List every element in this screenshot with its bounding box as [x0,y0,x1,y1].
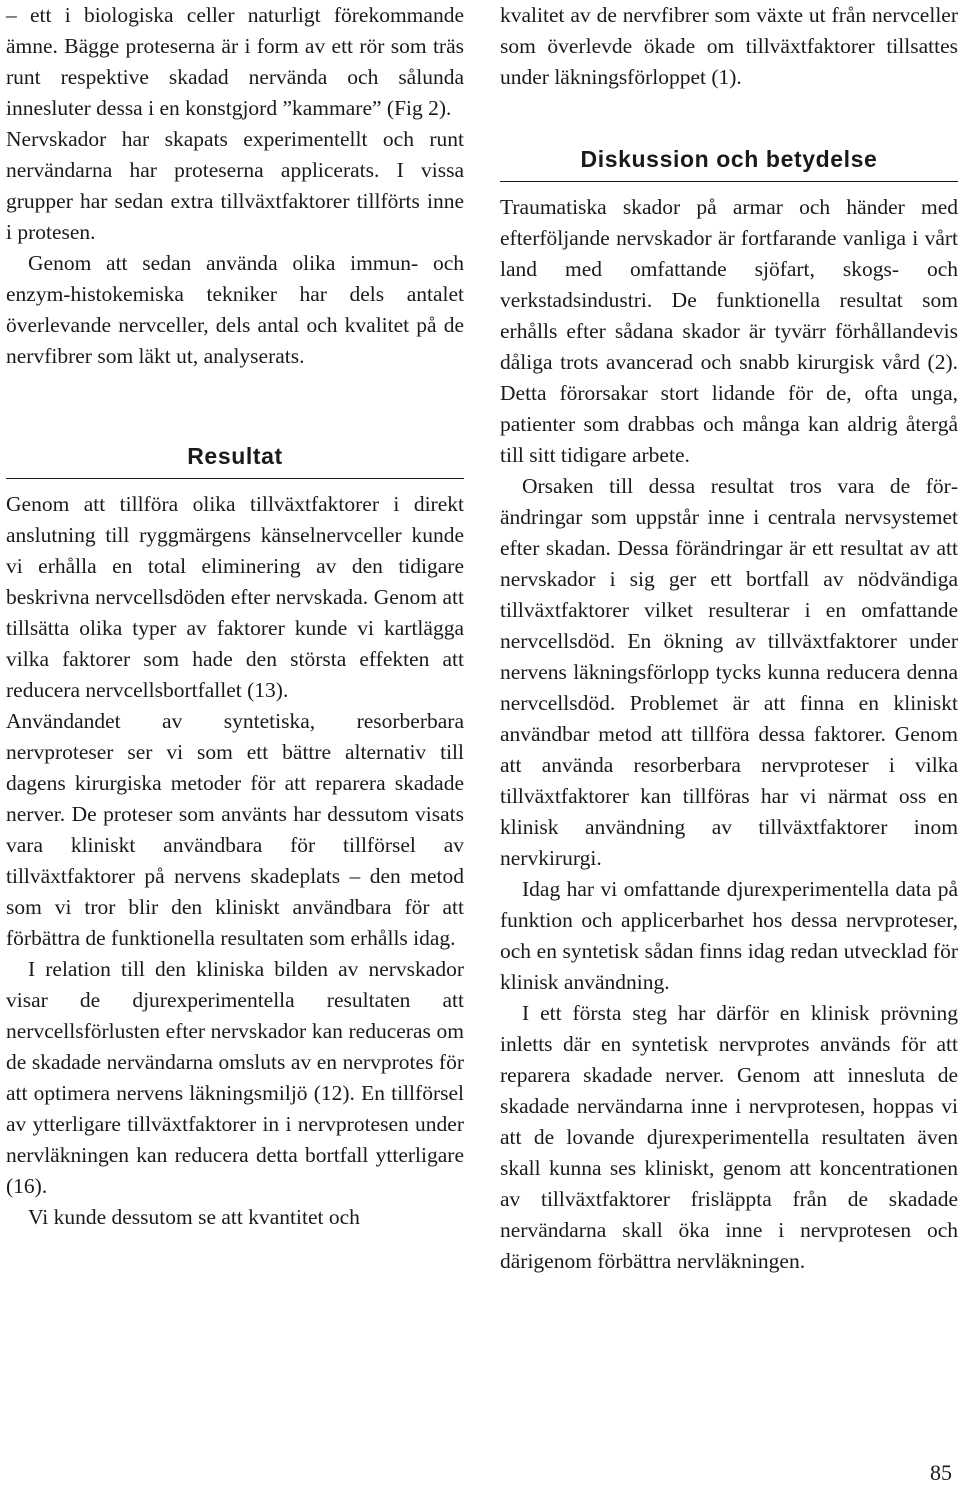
intro-list-text: ett i biologiska celler naturligt förekommande ämne. Bägge proteserna är i form av ett rör som träs runt respektive skadad nervända och sålunda innesluter dessa i en konstgjord ”kammare” (Fig 2). [6,3,464,120]
discussion-heading: Diskussion och betydelse [500,145,958,182]
left-column [6,0,464,1233]
results-paragraph-4: Vi kunde dessutom se att kvantitet och [28,1205,360,1229]
results-paragraph-4-continued: kvalitet av de nervfibrer som växte ut från nervceller som överlevde ökade om tillväxtfaktorer tillsattes under läkningsförloppet (1). [500,3,958,89]
right-column [500,0,958,1277]
discussion-paragraph-2: Orsaken till dessa resultat tros vara de förändringar som uppstår inne i centrala nervsystemet efter skadan. Dessa förändringar är ett resultat av att nervskador i sig ger ett bortfall av nödvändiga tillväxtfaktorer vilket resulterar i en omfattande nervcellsdöd. En ökning av tillväxtfaktorer under nervens läkningsförlopp tycks kunna reducera denna nervcellsdöd. Problemet är att finna en kliniskt användbar metod att tillföra dessa faktorer. Genom att använda resorberbara nervproteser i vilka tillväxtfaktorer kan tillföras har vi närmat oss en klinisk användning av tillväxtfaktorer inom nervkirurgi. [500,474,958,870]
discussion-paragraph-4: I ett första steg har därför en klinisk prövning inletts där en syntetisk nervprotes används för att reparera skadade nerver. Genom att innesluta de skadade nervändarna inne i nervprotesen, hoppas vi att de lovande djurexperimentella resultaten även skall kunna ses kliniskt, genom att koncentrationen av tillväxtfaktorer frisläppta från de skadade nervändarna skall öka inne i nervprotesen och därigenom förbättra nervläkningen. [500,1001,958,1273]
page-number: 85 [930,1460,952,1485]
discussion-paragraph-3: Idag har vi omfattande djurexperimentella data på funktion och applicerbarhet hos dessa nervproteser, och en syntetisk sådan finns idag redan utvecklad för klinisk användning. [500,877,958,994]
discussion-paragraph-1: Traumatiska skador på armar och händer med efterföljande nervskador är fortfarande vanliga i vårt land med omfattande sjöfart, skogs- och verkstadsindustri. De funktionella resultat som erhålls efter sådana skador är tyvärr förhållandevis dåliga trots avancerad och snabb kirurgisk vård (2). Detta förorsakar stort lidande för de, ofta unga, patienter som drabbas och många kan aldrig återgå till sitt tidigare arbete. [500,195,958,467]
results-paragraph-3: I relation till den kliniska bilden av nervskador visar de djurexperimentella resultaten att nervcellsförlusten efter nervskador kan reduceras om de skadade nervändarna omsluts av en nervprotes för att optimera nervens läkningsmiljö (12). En tillförsel av ytterligare tillväxtfaktorer in i nervprotesen under nervläkningen kan reducera detta bortfall ytterligare (16). [6,957,464,1198]
intro-paragraph-3: Genom att sedan använda olika immun- och enzym-histokemiska tekniker har dels antalet överlevande nervceller, dels antal och kvalitet på de nervfibrer som läkt ut, analyserats. [6,251,464,368]
list-dash: – [6,3,17,27]
results-paragraph-2: Användandet av syntetiska, resorberbara nervproteser ser vi som ett bättre alternativ till dagens kirurgiska metoder för att reparera skadade nerver. De proteser som använts har dessutom visats vara kliniskt användbara för tillförsel av tillväxtfaktorer på nervens skadeplats – den metod som vi tror blir den kliniskt användbara för att förbättra de funktionella resultaten som erhålls idag. [6,709,464,950]
intro-paragraph-2: Nervskador har skapats experimentellt och runt nervändarna har proteserna applicerats. I vissa grupper har sedan extra tillväxtfaktorer tillförts inne i protesen. [6,127,464,244]
results-heading: Resultat [6,442,464,479]
results-paragraph-1: Genom att tillföra olika tillväxtfaktorer i direkt anslutning till ryggmärgens känselnervceller kunde vi erhålla en total eliminering av den tidigare beskrivna nervcellsdöden efter nervskada. Genom att tillsätta olika typer av faktorer kunde vi kartlägga vilka faktorer som hade den största effekten att reducera nervcellsbortfallet (13). [6,492,464,702]
intro-list-item [6,0,464,124]
